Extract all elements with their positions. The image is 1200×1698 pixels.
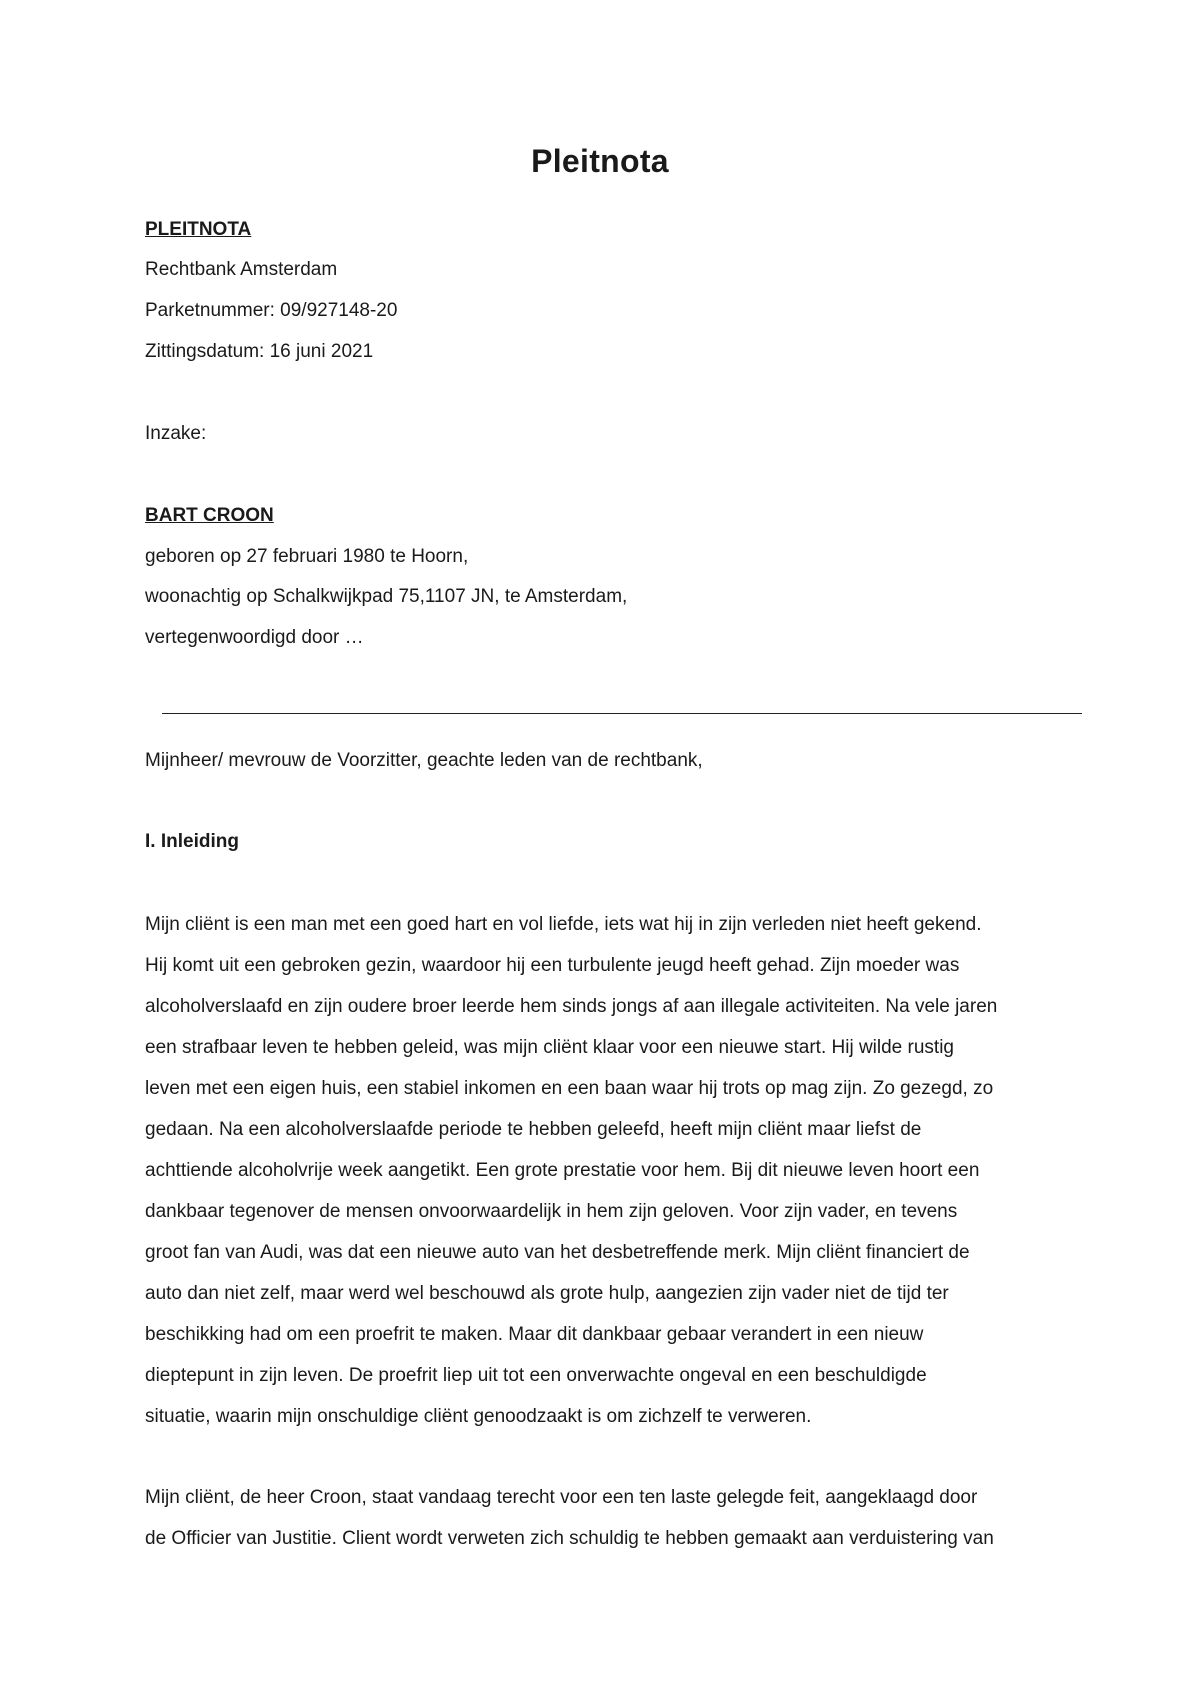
paragraph-line: beschikking had om een proefrit te maken. Maar dit dankbaar gebaar verandert in een nieuw <box>145 1324 924 1345</box>
paragraph-line: groot fan van Audi, was dat een nieuwe auto van het desbetreffende merk. Mijn cliënt financiert de <box>145 1242 970 1263</box>
client-address: woonachtig op Schalkwijkpad 75,1107 JN, te Amsterdam, <box>145 586 628 607</box>
client-representation: vertegenwoordigd door … <box>145 627 364 648</box>
section-heading-inleiding: I. Inleiding <box>145 831 239 852</box>
paragraph-line: gedaan. Na een alcoholverslaafde periode te hebben geleefd, heeft mijn cliënt maar liefst de <box>145 1119 922 1140</box>
inzake-label: Inzake: <box>145 423 207 444</box>
paragraph-line: Mijn cliënt, de heer Croon, staat vandaag terecht voor een ten laste gelegde feit, aangeklaagd door <box>145 1487 978 1508</box>
paragraph-line: dankbaar tegenover de mensen onvoorwaardelijk in hem zijn geloven. Voor zijn vader, en tevens <box>145 1201 958 1222</box>
paragraph-line: dieptepunt in zijn leven. De proefrit liep uit tot een onverwachte ongeval en een beschuldigde <box>145 1365 927 1386</box>
client-birth: geboren op 27 februari 1980 te Hoorn, <box>145 546 469 567</box>
paragraph-line: leven met een eigen huis, een stabiel inkomen en een baan waar hij trots op mag zijn. Zo gezegd, zo <box>145 1078 994 1099</box>
hearing-date: Zittingsdatum: 16 juni 2021 <box>145 341 374 362</box>
paragraph-1 <box>145 904 1075 1437</box>
paragraph-line: de Officier van Justitie. Client wordt verweten zich schuldig te hebben gemaakt aan verduistering van <box>145 1528 994 1549</box>
paragraph-line: situatie, waarin mijn onschuldige cliënt genoodzaakt is om zichzelf te verweren. <box>145 1406 812 1427</box>
court-name: Rechtbank Amsterdam <box>145 259 338 280</box>
paragraph-line: Hij komt uit een gebroken gezin, waardoor hij een turbulente jeugd heeft gehad. Zijn moeder was <box>145 955 960 976</box>
paragraph-line: achttiende alcoholvrije week aangetikt. Een grote prestatie voor hem. Bij dit nieuwe leven hoort een <box>145 1160 980 1181</box>
paragraph-line: een strafbaar leven te hebben geleid, was mijn cliënt klaar voor een nieuwe start. Hij wilde rustig <box>145 1037 954 1058</box>
case-number: Parketnummer: 09/927148-20 <box>145 300 398 321</box>
paragraph-line: auto dan niet zelf, maar werd wel beschouwd als grote hulp, aangezien zijn vader niet de tijd ter <box>145 1283 949 1304</box>
paragraph-line: alcoholverslaafd en zijn oudere broer leerde hem sinds jongs af aan illegale activiteiten. Na vele jaren <box>145 996 998 1017</box>
paragraph-line: Mijn cliënt is een man met een goed hart en vol liefde, iets wat hij in zijn verleden niet heeft gekend. <box>145 914 982 935</box>
separator-rule <box>162 713 1082 714</box>
document-heading: PLEITNOTA <box>145 219 252 240</box>
document-title: Pleitnota <box>531 143 669 179</box>
client-name: BART CROON <box>145 505 274 526</box>
paragraph-2 <box>145 1477 1075 1559</box>
salutation: Mijnheer/ mevrouw de Voorzitter, geachte leden van de rechtbank, <box>145 750 703 771</box>
